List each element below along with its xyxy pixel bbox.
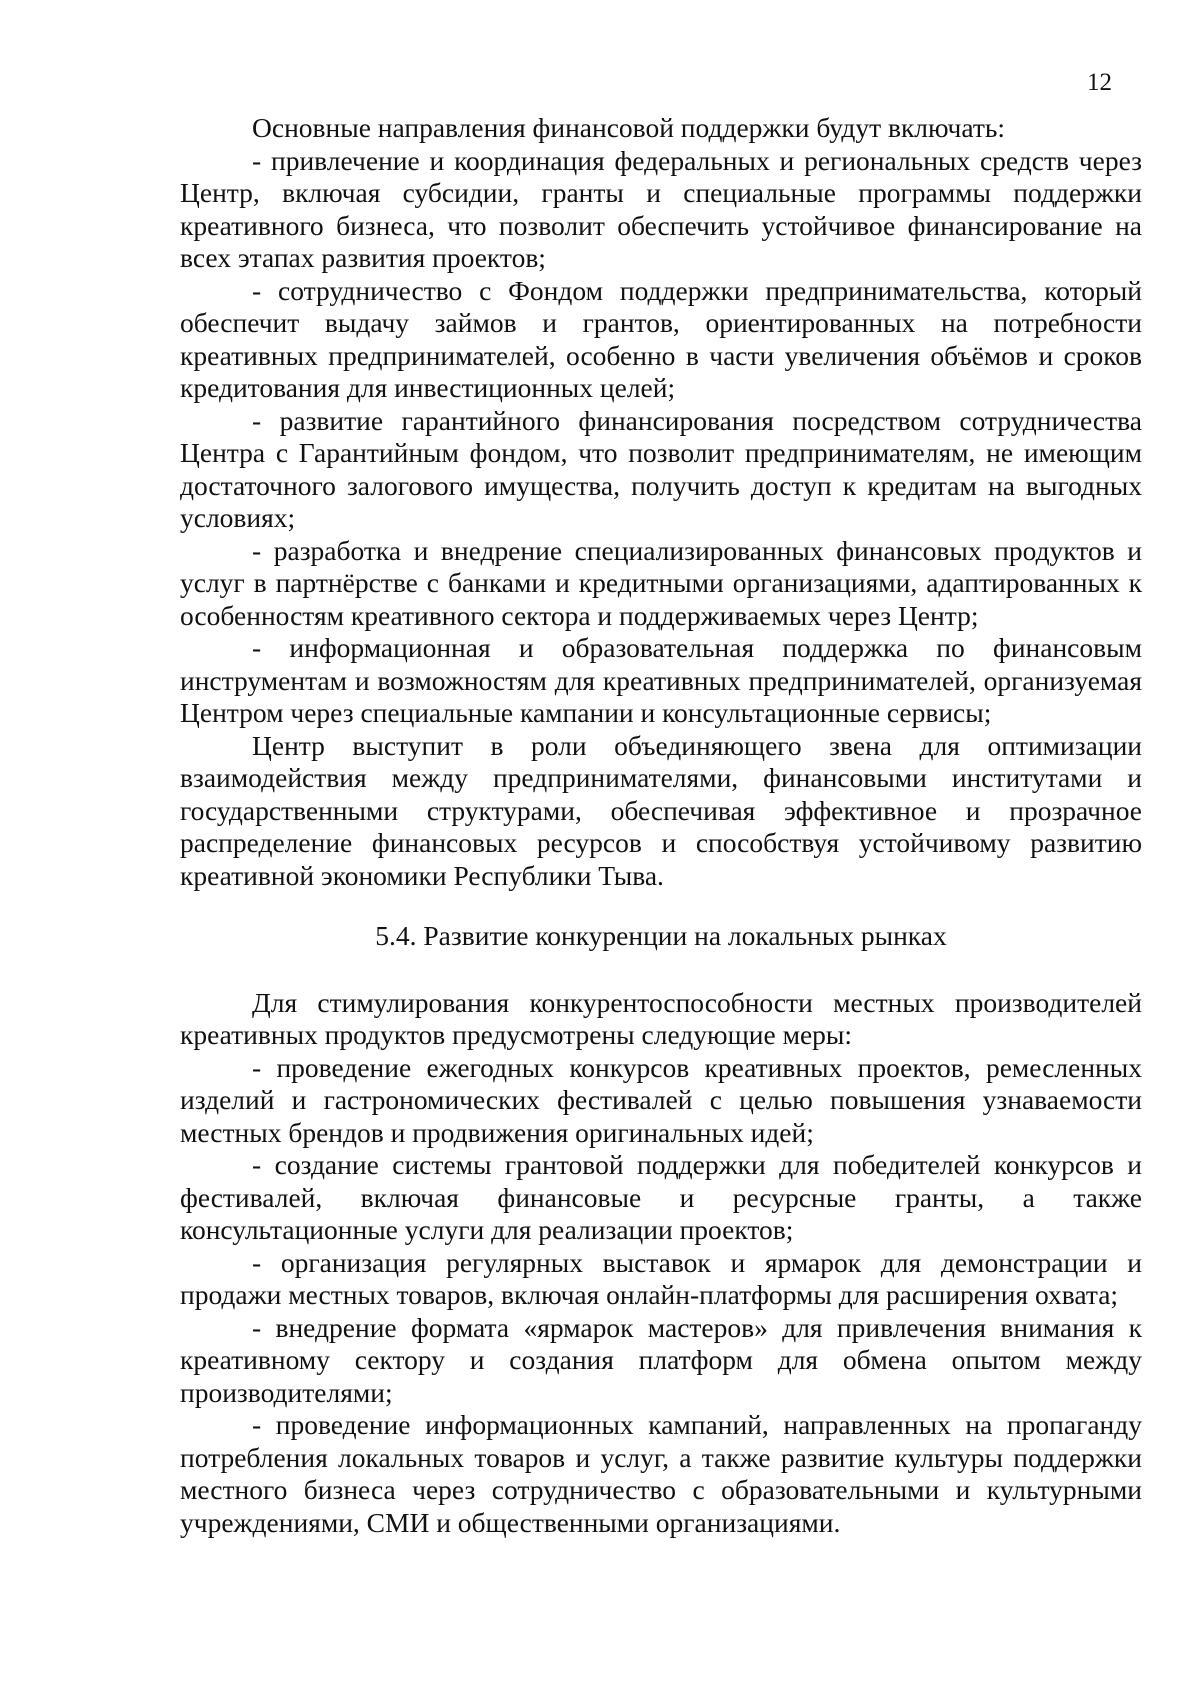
- page-number: 12: [1087, 69, 1112, 96]
- competition-measure-item: - внедрение формата «ярмарок мастеров» для привлечения внимания к креативному сектору и создания платформ для обмена опытом между производителями;: [180, 1311, 1142, 1408]
- competition-intro: Для стимулирования конкурентоспособности местных производителей креативных продуктов предусмотрены следующие меры:: [180, 986, 1142, 1050]
- financial-support-item: - развитие гарантийного финансирования посредством сотрудничества Центра с Гарантийным фондом, что позволит предпринимателям, не имеющим достаточного залогового имущества, получить доступ к кредитам на выгодных условиях;: [180, 404, 1142, 533]
- financial-support-item: - привлечение и координация федеральных и региональных средств через Центр, включая субсидии, гранты и специальные программы поддержки креативного бизнеса, что позволит обеспечить устойчивое финансирование на всех этапах развития проектов;: [180, 144, 1142, 273]
- financial-support-item: - сотрудничество с Фондом поддержки предпринимательства, который обеспечит выдачу займов и грантов, ориентированных на потребности креативных предпринимателей, особенно в части увеличения объёмов и сроков кредитования для инвестиционных целей;: [180, 274, 1142, 403]
- financial-support-item: - разработка и внедрение специализированных финансовых продуктов и услуг в партнёрстве с банками и кредитными организациями, адаптированных к особенностям креативного сектора и поддерживаемых через Центр;: [180, 534, 1142, 631]
- financial-support-item: - информационная и образовательная поддержка по финансовым инструментам и возможностям для креативных предпринимателей, организуемая Центром через специальные кампании и консультационные сервисы;: [180, 632, 1142, 728]
- competition-measure-item: - проведение ежегодных конкурсов креативных проектов, ремесленных изделий и гастрономических фестивалей с целью повышения узнаваемости местных брендов и продвижения оригинальных идей;: [180, 1051, 1142, 1148]
- financial-support-closing: Центр выступит в роли объединяющего звена для оптимизации взаимодействия между предпринимателями, финансовыми институтами и государственными структурами, обеспечивая эффективное и прозрачное распределение финансовых ресурсов и способствуя устойчивому развитию креативной экономики Республики Тыва.: [180, 729, 1142, 891]
- competition-measure-item: - организация регулярных выставок и ярмарок для демонстрации и продажи местных товаров, включая онлайн-платформы для расширения охвата;: [180, 1246, 1142, 1310]
- competition-measure-item: - проведение информационных кампаний, направленных на пропаганду потребления локальных товаров и услуг, а также развитие культуры поддержки местного бизнеса через сотрудничество с образовательными и культурными учреждениями, СМИ и общественными организациями.: [180, 1409, 1142, 1538]
- section-heading: 5.4. Развитие конкуренции на локальных рынках: [375, 920, 947, 951]
- financial-support-intro: Основные направления финансовой поддержки будут включать:: [252, 112, 1006, 143]
- page-body: [180, 112, 1142, 1539]
- competition-measure-item: - создание системы грантовой поддержки для победителей конкурсов и фестивалей, включая финансовые и ресурсные гранты, а также консультационные услуги для реализации проектов;: [180, 1149, 1142, 1245]
